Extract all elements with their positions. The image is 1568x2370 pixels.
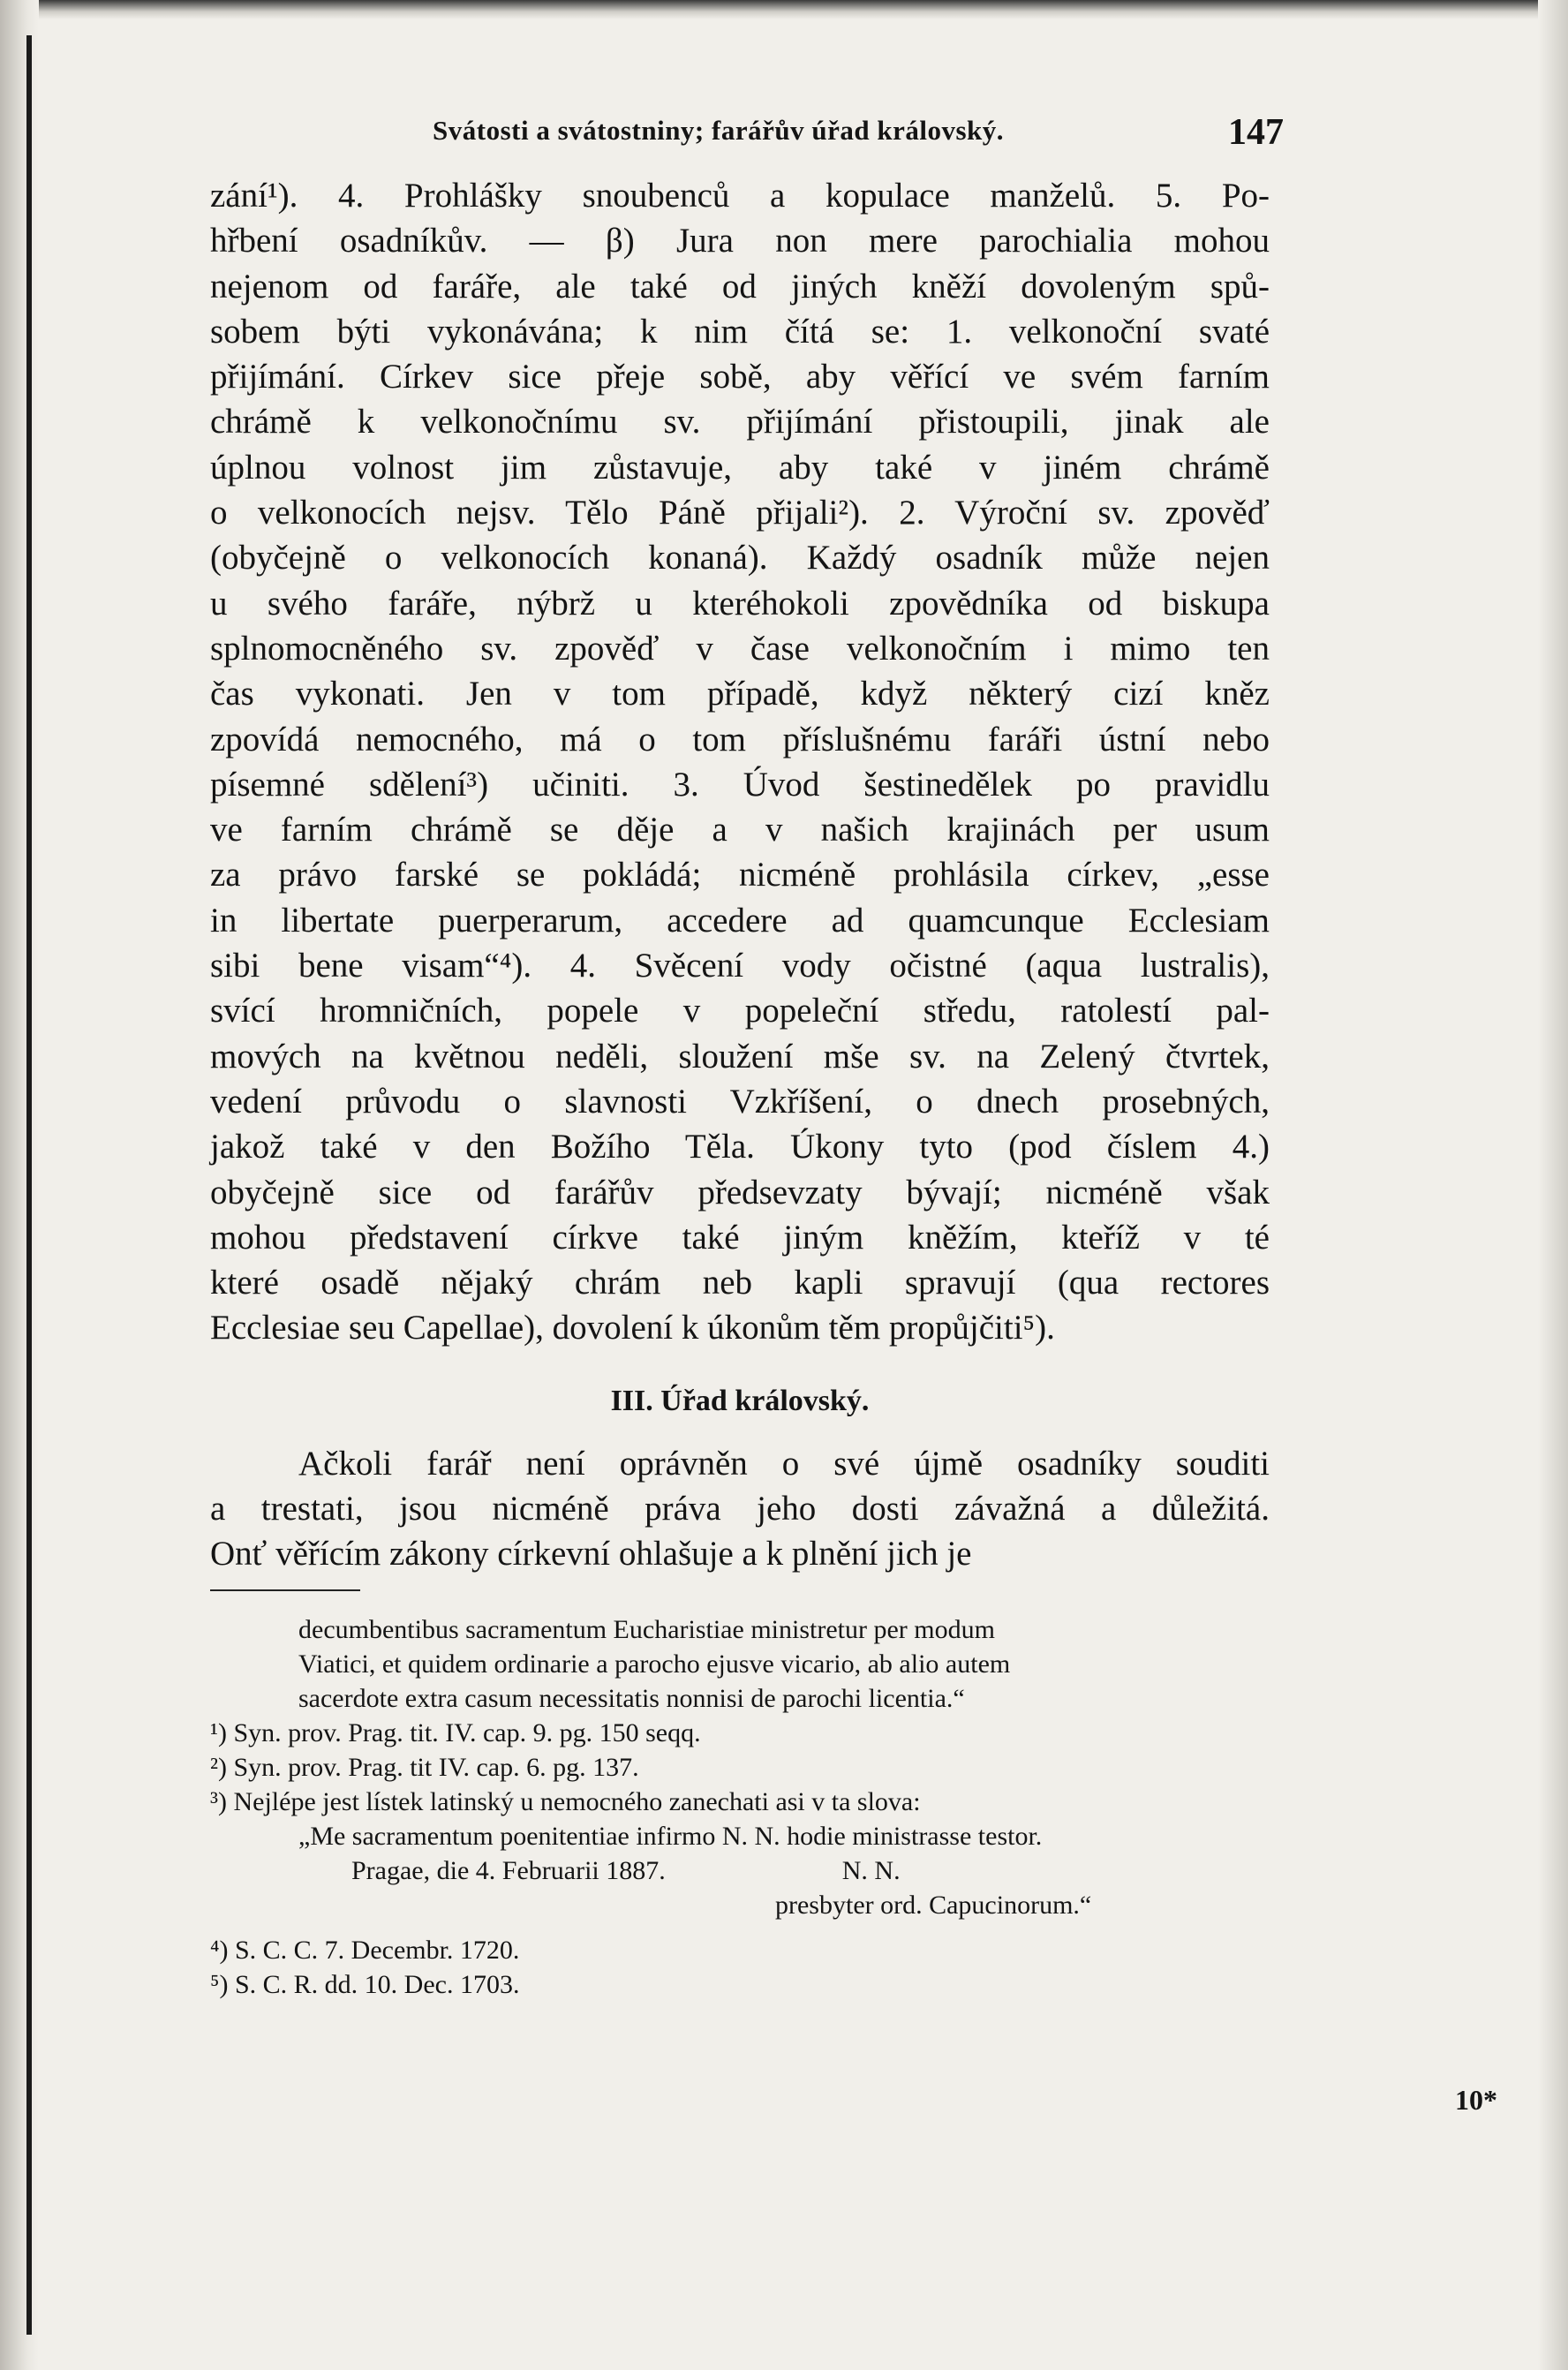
text-line: zpovídá nemocného, má o tom příslušnému faráři ústní nebo — [210, 720, 1270, 759]
text-line: obyčejně sice od farářův předsevzaty bývají; nicméně však — [210, 1173, 1270, 1211]
text-line: Ačkoli farář není oprávněn o své újmě osadníky souditi — [298, 1444, 1270, 1483]
footnote-3-name: N. N. — [841, 1855, 901, 1885]
footnote-continuation-line: decumbentibus sacramentum Eucharistiae ministretur per modum — [298, 1614, 995, 1644]
text-line: které osadě nějaký chrám neb kapli spravují (qua rectores — [210, 1264, 1270, 1302]
text-line: Onť věřícím zákony církevní ohlašuje a k plnění jich je — [210, 1535, 972, 1574]
text-line: jakož také v den Božího Těla. Úkony tyto (pod číslem 4.) — [210, 1128, 1270, 1166]
footnote-3: ³) Nejlépe jest lístek latinský u nemocného zanechati asi v ta slova: — [210, 1786, 921, 1816]
footnote-continuation-line: sacerdote extra casum necessitatis nonnisi de parochi licentia.“ — [298, 1683, 965, 1713]
text-line: úplnou volnost jim zůstavuje, aby také v jiném chrámě — [210, 448, 1270, 487]
footnote-3-place-date — [210, 1853, 1270, 1888]
footnotes — [210, 1612, 1270, 2002]
section-text — [210, 1441, 1270, 1577]
text-line: a trestati, jsou nicméně práva jeho dosti závažná a důležitá. — [210, 1490, 1270, 1528]
text-line: zání¹). 4. Prohlášky snoubenců a kopulace manželů. 5. Po- — [210, 177, 1270, 215]
text-line: (obyčejně o velkonocích konaná). Každý osadník může nejen — [210, 539, 1270, 577]
footnote-3-signature: presbyter ord. Capucinorum.“ — [775, 1890, 1092, 1920]
text-line: písemné sdělení³) učiniti. 3. Úvod šestinedělek po pravidlu — [210, 765, 1270, 804]
text-line: mových na květnou neděli, sloužení mše sv. na Zelený čtvrtek, — [210, 1037, 1270, 1076]
footnote-continuation-line: Viatici, et quidem ordinarie a parocho ejusve vicario, ab alio autem — [298, 1649, 1011, 1679]
footnote-1: ¹) Syn. prov. Prag. tit. IV. cap. 9. pg. 150 seqq. — [210, 1717, 701, 1747]
page-number: 147 — [1228, 112, 1284, 153]
text-line: sobem býti vykonávána; k nim čítá se: 1. velkonoční svaté — [210, 312, 1270, 351]
footnote-2: ²) Syn. prov. Prag. tit IV. cap. 6. pg. 137. — [210, 1752, 639, 1782]
scan-edge-left — [0, 0, 39, 2370]
section-paragraph — [210, 1441, 1270, 1577]
text-line: nejenom od faráře, ale také od jiných kněží dovoleným spů- — [210, 267, 1270, 306]
text-line: ve farním chrámě se děje a v našich krajinách per usum — [210, 811, 1270, 849]
text-line: o velkonocích nejsv. Tělo Páně přijali²). 2. Výroční sv. zpověď — [210, 494, 1270, 532]
text-line: za právo farské se pokládá; nicméně prohlásila církev, „esse — [210, 856, 1270, 894]
book-page — [210, 111, 1284, 2002]
footnote-4: ⁴) S. C. C. 7. Decembr. 1720. — [210, 1935, 520, 1965]
footnote-3-place: Pragae, die 4. Februarii 1887. — [351, 1855, 666, 1885]
footnote-rule — [210, 1589, 360, 1591]
body-paragraph — [210, 173, 1270, 1351]
book-binding-edge — [26, 35, 32, 2335]
running-title: Svátosti a svátostniny; farářův úřad královský. — [433, 115, 1004, 146]
page-header — [210, 111, 1284, 164]
footnote-5: ⁵) S. C. R. dd. 10. Dec. 1703. — [210, 1969, 520, 1999]
body-text — [210, 173, 1270, 1351]
text-line: splnomocněného sv. zpověď v čase velkonočním i mimo ten — [210, 629, 1270, 668]
text-line: Ecclesiae seu Capellae), dovolení k úkonům těm propůjčiti⁵). — [210, 1309, 1055, 1347]
text-line: chrámě k velkonočnímu sv. přijímání přistoupili, jinak ale — [210, 403, 1270, 442]
text-line: přijímání. Církev sice přeje sobě, aby věřící ve svém farním — [210, 358, 1270, 396]
text-line: u svého faráře, nýbrž u kteréhokoli zpovědníka od biskupa — [210, 584, 1270, 623]
scan-edge-right — [1538, 0, 1568, 2370]
text-line: vedení průvodu o slavnosti Vzkříšení, o dnech prosebných, — [210, 1082, 1270, 1121]
text-line: hřbení osadníkův. — β) Jura non mere parochialia mohou — [210, 222, 1270, 260]
text-line: mohou představení církve také jiným kněžím, kteříž v té — [210, 1218, 1270, 1257]
section-heading: III. Úřad královský. — [610, 1384, 870, 1417]
text-line: svící hromničních, popele v popeleční středu, ratolestí pal- — [210, 992, 1270, 1030]
printer-signature-mark: 10* — [1455, 2084, 1497, 2116]
footnote-3-quote: „Me sacramentum poenitentiae infirmo N. N. hodie ministrasse testor. — [298, 1821, 1043, 1851]
scan-edge-top — [0, 0, 1568, 19]
text-line: čas vykonati. Jen v tom případě, když některý cizí kněz — [210, 675, 1270, 713]
text-line: in libertate puerperarum, accedere ad quamcunque Ecclesiam — [210, 901, 1270, 940]
text-line: sibi bene visam“⁴). 4. Svěcení vody očistné (aqua lustralis), — [210, 947, 1270, 985]
